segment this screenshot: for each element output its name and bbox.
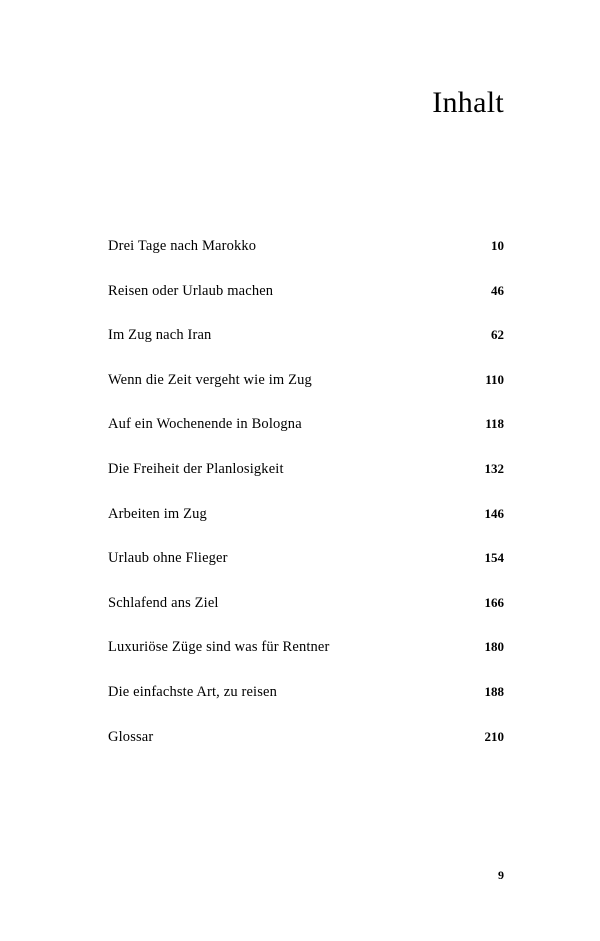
toc-entry-title: Die Freiheit der Planlosigkeit	[108, 460, 284, 477]
toc-entry-title: Die einfachste Art, zu reisen	[108, 683, 278, 700]
toc-entry-page: 210	[484, 728, 504, 744]
list-item[interactable]	[108, 729, 504, 774]
list-item[interactable]	[108, 283, 504, 328]
toc-entry-title: Arbeiten im Zug	[108, 505, 207, 522]
list-item[interactable]	[108, 639, 504, 684]
list-item[interactable]	[108, 372, 504, 417]
toc-entry-title: Reisen oder Urlaub machen	[108, 282, 274, 299]
toc-entry-page: 118	[485, 416, 504, 432]
toc-entry-title: Wenn die Zeit vergeht wie im Zug	[108, 371, 312, 388]
toc-entry-page: 188	[484, 683, 504, 699]
page-number: 9	[498, 868, 504, 882]
list-item[interactable]	[108, 327, 504, 372]
toc-entry-title: Luxuriöse Züge sind was für Rentner	[108, 639, 330, 656]
toc-entry-page: 154	[484, 550, 504, 566]
list-item[interactable]	[108, 550, 504, 595]
toc-entry-page: 110	[485, 371, 504, 387]
list-item[interactable]	[108, 416, 504, 461]
list-item[interactable]	[108, 461, 504, 506]
toc-entry-page: 146	[484, 505, 504, 521]
toc-entry-title: Drei Tage nach Marokko	[108, 238, 257, 254]
table-of-contents-list	[108, 238, 504, 773]
toc-entry-page: 166	[484, 594, 504, 610]
list-item[interactable]	[108, 238, 504, 283]
list-item[interactable]	[108, 595, 504, 640]
list-item[interactable]	[108, 506, 504, 551]
list-item[interactable]	[108, 684, 504, 729]
page-title: Inhalt	[432, 86, 504, 119]
toc-entry-title: Auf ein Wochenende in Bologna	[108, 416, 302, 433]
toc-entry-page: 180	[484, 639, 504, 655]
toc-entry-title: Im Zug nach Iran	[108, 327, 212, 344]
toc-entry-title: Urlaub ohne Flieger	[108, 550, 228, 567]
toc-entry-page: 132	[484, 460, 504, 476]
toc-entry-page: 62	[491, 327, 504, 343]
toc-entry-page: 10	[491, 238, 504, 253]
toc-entry-title: Glossar	[108, 728, 154, 745]
toc-entry-title: Schlafend ans Ziel	[108, 594, 219, 611]
toc-entry-page: 46	[491, 282, 504, 298]
